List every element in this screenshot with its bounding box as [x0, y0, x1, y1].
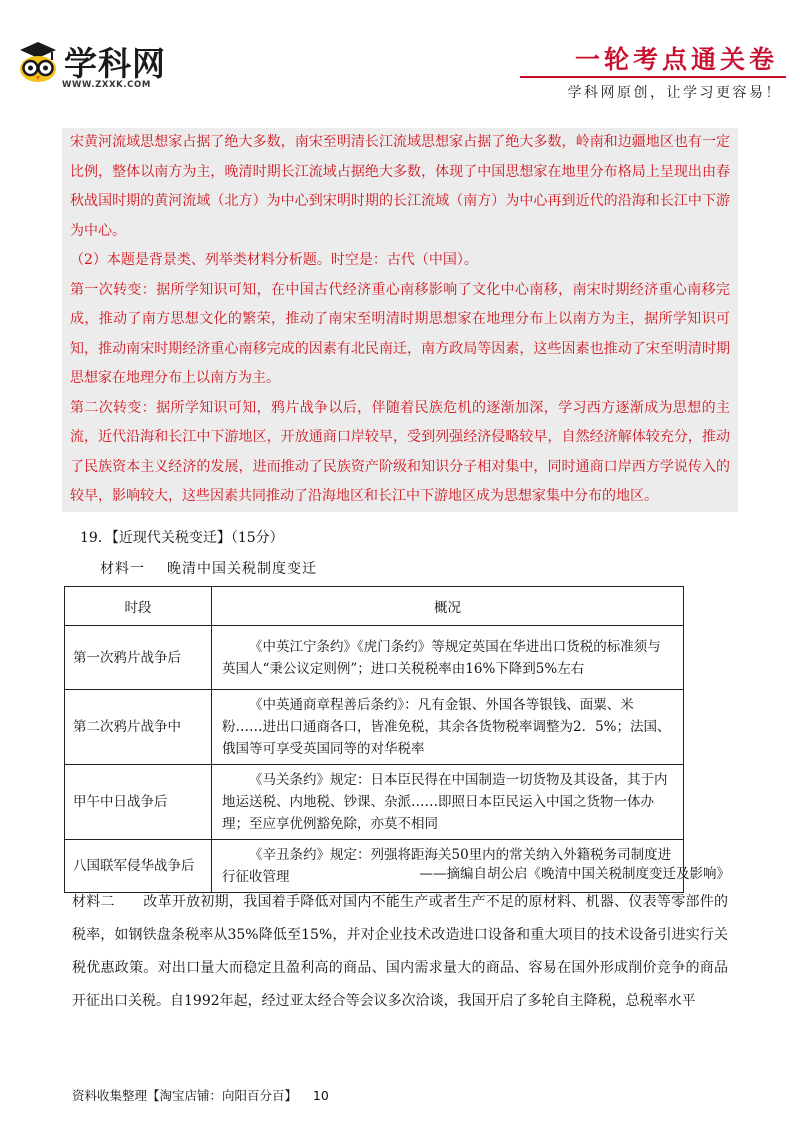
table-header-period: 时段 [65, 587, 212, 626]
question-title: 19．【近现代关税变迁】（15分） [80, 530, 284, 546]
table-cell-period: 第二次鸦片战争中 [65, 690, 212, 765]
table-row [65, 690, 684, 765]
table-cell-desc: 《中英通商章程善后条约》：凡有金银、外国各等银钱、面粟、米粉……进出口通商各口，皆准免税，其余各货物税率调整为2．5%；法国、俄国等可享受英国同等的对华税率 [212, 690, 684, 765]
table-row [65, 626, 684, 690]
table-cell-period: 第一次鸦片战争后 [65, 626, 212, 690]
table-cell-desc: 《马关条约》规定：日本臣民得在中国制造一切货物及其设备，其于内地运送税、内地税、钞课、杂派……即照日本臣民运入中国之货物一体办理；至应享优例豁免除，亦莫不相同 [212, 765, 684, 840]
material1-heading [100, 558, 317, 578]
tariff-table [64, 586, 684, 893]
material1-title: 晚清中国关税制度变迁 [167, 561, 317, 577]
table-header-summary: 概况 [212, 587, 684, 626]
footer-text: 资料收集整理【淘宝店铺：向阳百分百】 [72, 1088, 298, 1103]
material2-paragraph: 材料二 改革开放初期，我国着手降低对国内不能生产或者生产不足的原材料、机器、仪表等零部件的税率，如钢铁盘条税率从35%降低至15%，并对企业技术改造进口设备和重大项目的技术设备引进实行关税优惠政策。对出口量大而稳定且盈利高的商品、国内需求量大的商品、容易在国外形成削价竞争的商品开征出口关税。自1992年起，经过亚太经合等会议多次洽谈，我国开启了多轮自主降税，总税率水平 [72, 894, 728, 1009]
owl-logo-icon [18, 40, 58, 84]
material1-source: ——摘编自胡公启《晚清中国关税制度变迁及影响》 [419, 866, 730, 882]
answer-analysis-block [62, 128, 738, 512]
table-header-row [65, 587, 684, 626]
answer-paragraph: （2）本题是背景类、列举类材料分析题。时空是：古代（中国）。 [70, 252, 478, 268]
answer-paragraph: 第一次转变：据所学知识可知，在中国古代经济重心南移影响了文化中心南移，南宋时期经济重心南移完成，推动了南方思想文化的繁荣，推动了南宋至明清时期思想家在地理分布上以南方为主，据所学知识可知，推动南宋时期经济重心南移完成的因素有北民南迁，南方政局等因素，这些因素也推动了宋至明清时期思想家在地理分布上以南方为主。 [70, 281, 730, 386]
page-header [0, 0, 800, 110]
brand-divider [520, 76, 786, 78]
answer-paragraph: 第二次转变：据所学知识可知，鸦片战争以后，伴随着民族危机的逐渐加深，学习西方逐渐成为思想的主流，近代沿海和长江中下游地区，开放通商口岸较早，受到列强经济侵略较早，自然经济解体较充分，推动了民族资本主义经济的发展，进而推动了民族资产阶级和知识分子相对集中，同时通商口岸西方学说传入的较早，影响较大，这些因素共同推动了沿海地区和长江中下游地区成为思想家集中分布的地区。 [70, 399, 730, 504]
table-row [65, 765, 684, 840]
logo [18, 40, 218, 100]
table-cell-desc: 《中英江宁条约》《虎门条约》等规定英国在华进出口货税的标准须与英国人“秉公议定则例”；进口关税税率由16%下降到5%左右 [212, 626, 684, 690]
table-cell-period: 八国联军侵华战争后 [65, 840, 212, 893]
logo-url: WWW.ZXXK.COM [62, 80, 151, 90]
table-cell-period: 甲午中日战争后 [65, 765, 212, 840]
table-cell-desc: 《辛丑条约》规定：列强将距海关50里内的常关纳入外籍税务司制度进行征收管理 [212, 840, 684, 893]
logo-text: 学科网 [64, 44, 166, 83]
page-number: 10 [312, 1088, 329, 1103]
answer-paragraph: 宋黄河流域思想家占据了绝大多数，南宋至明清长江流域思想家占据了绝大多数，岭南和边疆地区也有一定比例，整体以南方为主，晚清时期长江流域占据绝大多数，体现了中国思想家在地里分布格局上呈现出由春秋战国时期的黄河流域（北方）为中心到宋明时期的长江流域（南方）为中心再到近代的沿海和长江中下游为中心。 [70, 134, 730, 239]
brand-title: 一轮考点通关卷 [574, 45, 778, 74]
material1-label: 材料一 [100, 561, 145, 577]
page-footer [72, 1086, 329, 1104]
brand-slogan: 学科网原创，让学习更容易！ [567, 85, 782, 101]
